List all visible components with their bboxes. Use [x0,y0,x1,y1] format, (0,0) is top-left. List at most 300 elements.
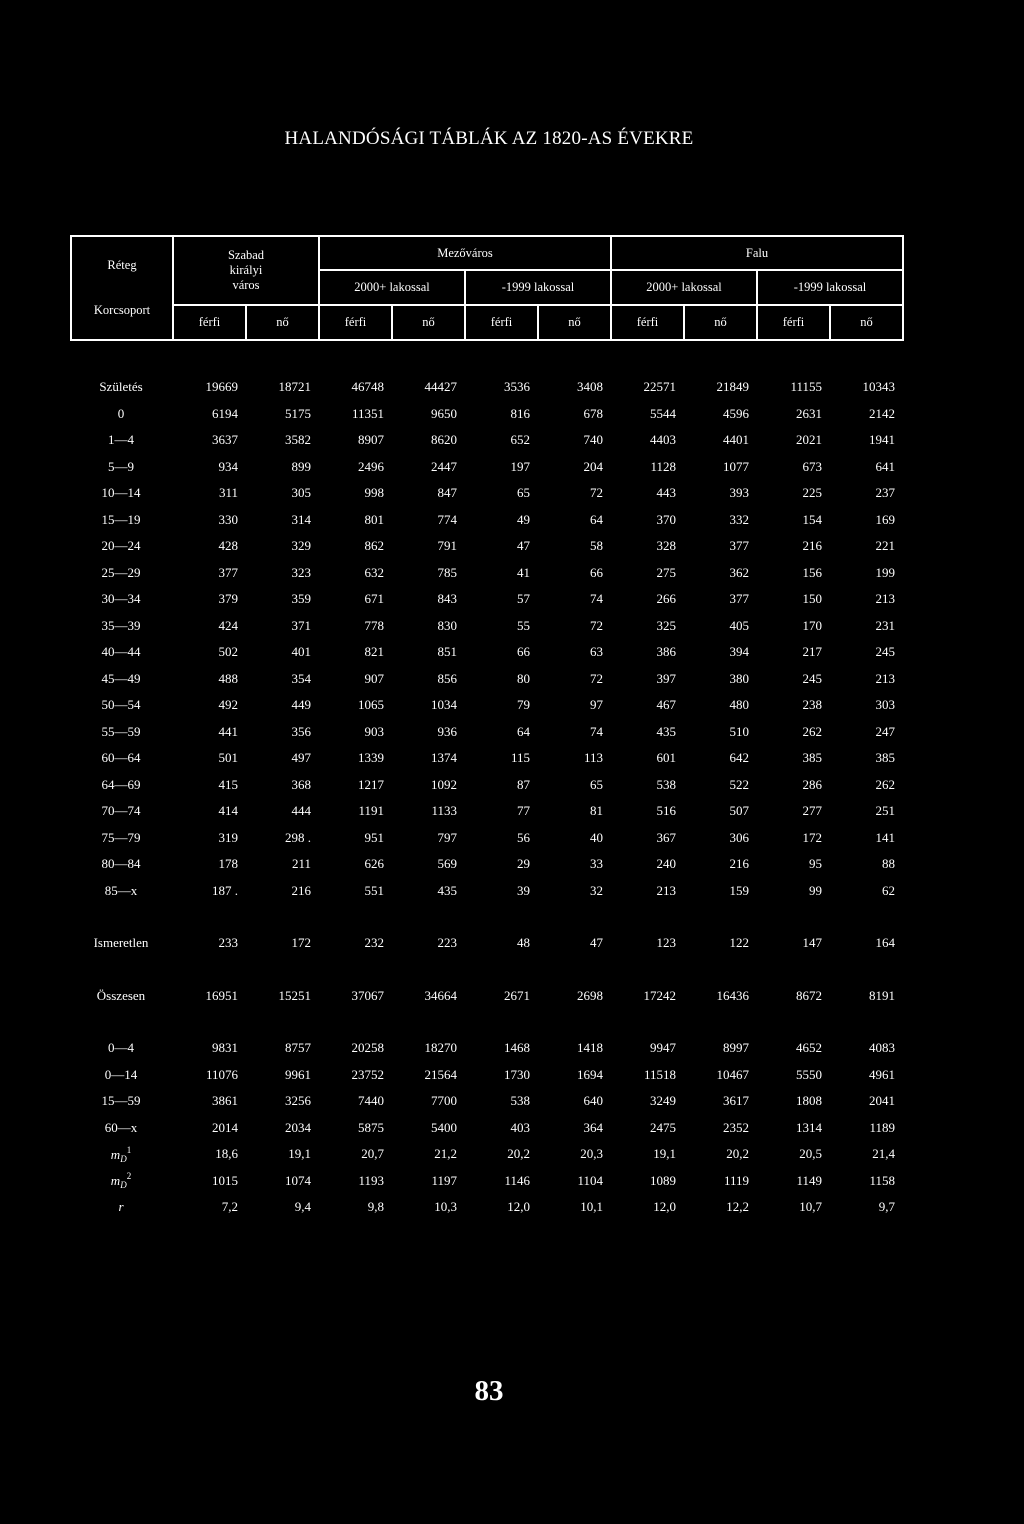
row-label-ismeretlen: Ismeretlen [93,935,149,951]
table-cell: 20,2 [507,1146,530,1162]
table-cell: 467 [656,697,676,713]
table-row [70,507,902,534]
header-reteg-korcsoport [71,236,173,340]
table-cell: 64 [590,511,603,527]
row-label-osszesen: Összesen [96,987,146,1003]
row-label-age-group: 60—64 [101,750,141,766]
table-cell: 141 [875,829,895,845]
table-cell: 1077 [723,458,749,474]
table-cell: 11518 [643,1066,676,1082]
table-cell: 1146 [504,1172,530,1188]
table-cell: 199 [875,564,895,580]
table-cell: 12,2 [726,1199,749,1215]
table-cell: 2447 [431,458,457,474]
table-cell: 286 [802,776,822,792]
table-cell: 1119 [723,1172,749,1188]
table-cell: 245 [875,644,895,660]
table-cell: 778 [364,617,384,633]
table-cell: 785 [437,564,457,580]
table-row [70,1088,902,1115]
table-cell: 9650 [431,405,457,421]
table-cell: 1158 [869,1172,895,1188]
table-cell: 44427 [424,379,457,395]
table-cell: 393 [729,485,749,501]
header-mezovaros: Mezőváros [319,236,611,270]
table-cell: 21,2 [434,1146,457,1162]
stat-superscript: 2 [126,1171,132,1182]
table-cell: 642 [729,750,749,766]
table-cell: 415 [218,776,238,792]
header-falu-2000: 2000+ lakossal [611,270,757,305]
row-label-summary: 0—4 [108,1040,134,1056]
table-cell: 370 [656,511,676,527]
table-row [70,454,902,481]
table-cell: 1133 [431,803,457,819]
table-row [70,639,902,666]
table-cell: 501 [218,750,238,766]
table-cell: 797 [437,829,457,845]
table-cell: 2496 [358,458,384,474]
table-cell: 8757 [285,1040,311,1056]
table-row [70,1141,902,1168]
header-ferfi: férfi [319,305,392,340]
table-cell: 20,2 [726,1146,749,1162]
table-cell: 49 [517,511,530,527]
table-row [70,533,902,560]
table-cell: 830 [437,617,457,633]
table-row [70,851,902,878]
table-cell: 277 [802,803,822,819]
table-cell: 538 [510,1093,530,1109]
row-label-age-group: 70—74 [101,803,141,819]
table-cell: 21849 [716,379,749,395]
table-cell: 57 [517,591,530,607]
table-cell: 516 [656,803,676,819]
header-no: nő [684,305,757,340]
table-cell: 4652 [796,1040,822,1056]
row-label-age-group: 55—59 [101,723,141,739]
table-cell: 16436 [716,987,749,1003]
table-cell: 4083 [869,1040,895,1056]
table-cell: 821 [364,644,384,660]
table-cell: 33 [590,856,603,872]
table-cell: 11076 [205,1066,238,1082]
table-cell: 405 [729,617,749,633]
table-cell: 251 [875,803,895,819]
header-ferfi: férfi [611,305,684,340]
table-cell: 40 [590,829,603,845]
table-row [70,1035,902,1062]
table-cell: 20258 [351,1040,384,1056]
page-title: HALANDÓSÁGI TÁBLÁK AZ 1820-AS ÉVEKRE [284,128,694,149]
table-cell: 1197 [431,1172,457,1188]
table-cell: 8997 [723,1040,749,1056]
table-cell: 2475 [650,1119,676,1135]
table-cell: 1730 [504,1066,530,1082]
table-cell: 11351 [351,405,384,421]
table-cell: 480 [729,697,749,713]
header-korcsoport: Korcsoport [93,303,151,317]
stat-symbol: m [110,1173,121,1189]
table-cell: 354 [291,670,311,686]
header-no: nő [392,305,465,340]
table-cell: 2021 [796,432,822,448]
table-cell: 2698 [577,987,603,1003]
row-label-age-group: 10—14 [101,485,141,501]
table-cell: 1941 [869,432,895,448]
table-cell: 306 [729,829,749,845]
table-cell: 403 [510,1119,530,1135]
table-cell: 156 [802,564,822,580]
table-cell: 907 [364,670,384,686]
table-cell: 18721 [278,379,311,395]
table-cell: 3256 [285,1093,311,1109]
header-no: nő [246,305,319,340]
row-label-age-group: 80—84 [101,856,141,872]
row-label-stat [70,1194,172,1221]
table-cell: 2671 [504,987,530,1003]
table-cell: 5550 [796,1066,822,1082]
table-cell: 488 [218,670,238,686]
table-cell: 56 [517,829,530,845]
table-cell: 47 [590,935,603,951]
table-cell: 385 [875,750,895,766]
table-cell: 435 [656,723,676,739]
table-cell: 414 [218,803,238,819]
table-row [70,745,902,772]
table-cell: 12,0 [507,1199,530,1215]
column-header-table [70,235,904,341]
table-row [70,878,902,905]
table-row [70,374,902,401]
table-cell: 3637 [212,432,238,448]
row-label-summary: 0—14 [104,1066,138,1082]
table-cell: 74 [590,723,603,739]
table-cell: 74 [590,591,603,607]
table-cell: 379 [218,591,238,607]
table-cell: 303 [875,697,895,713]
table-row [70,560,902,587]
table-cell: 262 [875,776,895,792]
table-row [70,586,902,613]
table-cell: 641 [875,458,895,474]
table-cell: 4961 [869,1066,895,1082]
table-cell: 1217 [358,776,384,792]
table-cell: 9947 [650,1040,676,1056]
table-cell: 380 [729,670,749,686]
table-cell: 32 [590,882,603,898]
table-cell: 449 [291,697,311,713]
table-cell: 22571 [643,379,676,395]
table-cell: 9,7 [878,1199,895,1215]
table-cell: 5400 [431,1119,457,1135]
table-cell: 37067 [351,987,384,1003]
table-row [70,480,902,507]
table-cell: 21,4 [872,1146,895,1162]
table-cell: 3582 [285,432,311,448]
table-cell: 19669 [205,379,238,395]
header-ferfi: férfi [757,305,830,340]
table-cell: 2014 [212,1119,238,1135]
table-cell: 225 [802,485,822,501]
table-cell: 20,5 [799,1146,822,1162]
table-cell: 328 [656,538,676,554]
table-cell: 1189 [869,1119,895,1135]
table-cell: 362 [729,564,749,580]
row-label-summary: 15—59 [101,1093,141,1109]
table-cell: 4401 [723,432,749,448]
table-cell: 9831 [212,1040,238,1056]
table-row [70,1194,902,1221]
table-cell: 385 [802,750,822,766]
table-cell: 332 [729,511,749,527]
table-cell: 843 [437,591,457,607]
table-cell: 816 [510,405,530,421]
table-cell: 213 [875,591,895,607]
table-cell: 502 [218,644,238,660]
table-cell: 510 [729,723,749,739]
table-cell: 72 [590,485,603,501]
table-cell: 1418 [577,1040,603,1056]
table-cell: 443 [656,485,676,501]
table-cell: 7440 [358,1093,384,1109]
table-cell: 601 [656,750,676,766]
row-label-age-group: Születés [99,379,143,395]
row-label-age-group: 30—34 [101,591,141,607]
table-cell: 3617 [723,1093,749,1109]
table-cell: 21564 [424,1066,457,1082]
table-cell: 428 [218,538,238,554]
table-cell: 492 [218,697,238,713]
table-cell: 10343 [862,379,895,395]
table-cell: 377 [729,591,749,607]
table-cell: 8620 [431,432,457,448]
table-cell: 5175 [285,405,311,421]
mortality-data-table [70,374,902,1221]
header-szabad: Szabad [227,248,265,262]
header-no: nő [830,305,903,340]
table-cell: 62 [882,882,895,898]
table-cell: 8191 [869,987,895,1003]
table-cell: 88 [882,856,895,872]
table-cell: 2631 [796,405,822,421]
table-cell: 325 [656,617,676,633]
table-cell: 851 [437,644,457,660]
table-cell: 367 [656,829,676,845]
header-ferfi: férfi [465,305,538,340]
table-cell: 46748 [351,379,384,395]
table-cell: 217 [802,644,822,660]
table-cell: 507 [729,803,749,819]
table-cell: 237 [875,485,895,501]
table-cell: 15251 [278,987,311,1003]
table-cell: 204 [583,458,603,474]
row-label-age-group: 25—29 [101,564,141,580]
table-cell: 1193 [358,1172,384,1188]
table-cell: 18270 [424,1040,457,1056]
table-cell: 359 [291,591,311,607]
table-cell: 231 [875,617,895,633]
table-cell: 386 [656,644,676,660]
table-cell: 150 [802,591,822,607]
table-cell: 47 [517,538,530,554]
header-ferfi: férfi [173,305,246,340]
table-cell: 364 [583,1119,603,1135]
header-szabad-kiralyi-varos [173,236,319,305]
table-cell: 58 [590,538,603,554]
table-cell: 640 [583,1093,603,1109]
table-cell: 444 [291,803,311,819]
row-label-summary: 60—x [104,1119,138,1135]
table-cell: 16951 [205,987,238,1003]
table-cell: 1015 [212,1172,238,1188]
row-label-age-group: 85—x [104,882,138,898]
table-cell: 66 [590,564,603,580]
table-cell: 1468 [504,1040,530,1056]
table-cell: 18,6 [215,1146,238,1162]
table-cell: 66 [517,644,530,660]
table-cell: 9961 [285,1066,311,1082]
table-cell: 1808 [796,1093,822,1109]
stat-superscript: 1 [126,1144,132,1155]
table-cell: 311 [218,485,238,501]
table-cell: 247 [875,723,895,739]
table-cell: 159 [729,882,749,898]
header-kiralyi: királyi [229,263,263,277]
stat-symbol: r [118,1199,124,1215]
table-row [70,613,902,640]
row-label-age-group: 35—39 [101,617,141,633]
table-cell: 187 . [212,882,238,898]
table-row [70,1115,902,1142]
table-cell: 232 [364,935,384,951]
table-cell: 5875 [358,1119,384,1135]
table-cell: 397 [656,670,676,686]
table-cell: 213 [656,882,676,898]
table-cell: 2352 [723,1119,749,1135]
table-cell: 154 [802,511,822,527]
table-row [70,772,902,799]
table-cell: 3536 [504,379,530,395]
table-cell: 801 [364,511,384,527]
table-cell: 81 [590,803,603,819]
table-cell: 899 [291,458,311,474]
table-cell: 97 [590,697,603,713]
table-cell: 1065 [358,697,384,713]
table-cell: 172 [291,935,311,951]
table-cell: 377 [729,538,749,554]
table-cell: 39 [517,882,530,898]
table-cell: 10,7 [799,1199,822,1215]
table-cell: 10,1 [580,1199,603,1215]
row-label-age-group: 0 [117,405,125,421]
table-cell: 80 [517,670,530,686]
table-row [70,666,902,693]
table-cell: 233 [218,935,238,951]
table-cell: 652 [510,432,530,448]
table-cell: 216 [291,882,311,898]
table-cell: 9,8 [367,1199,384,1215]
table-cell: 903 [364,723,384,739]
table-cell: 435 [437,882,457,898]
table-cell: 1074 [285,1172,311,1188]
table-cell: 79 [517,697,530,713]
table-cell: 64 [517,723,530,739]
table-cell: 95 [809,856,822,872]
table-cell: 216 [729,856,749,872]
row-label-age-group: 45—49 [101,670,141,686]
table-row [70,825,902,852]
table-cell: 19,1 [653,1146,676,1162]
table-cell: 240 [656,856,676,872]
table-cell: 211 [291,856,311,872]
table-cell: 147 [802,935,822,951]
table-cell: 17242 [643,987,676,1003]
table-cell: 305 [291,485,311,501]
table-cell: 951 [364,829,384,845]
table-cell: 2034 [285,1119,311,1135]
row-label-stat [70,1141,172,1168]
table-cell: 213 [875,670,895,686]
table-cell: 497 [291,750,311,766]
table-cell: 164 [875,935,895,951]
table-cell: 847 [437,485,457,501]
table-row [70,1062,902,1089]
table-cell: 197 [510,458,530,474]
table-cell: 8672 [796,987,822,1003]
table-cell: 1092 [431,776,457,792]
table-cell: 551 [364,882,384,898]
row-label-age-group: 40—44 [101,644,141,660]
header-reteg: Réteg [107,258,137,272]
table-cell: 441 [218,723,238,739]
table-cell: 371 [291,617,311,633]
table-cell: 245 [802,670,822,686]
stat-subscript: D [120,1153,127,1164]
table-row [70,983,902,1010]
table-cell: 34664 [424,987,457,1003]
table-cell: 55 [517,617,530,633]
table-cell: 323 [291,564,311,580]
table-cell: 4596 [723,405,749,421]
table-cell: 569 [437,856,457,872]
table-cell: 20,7 [361,1146,384,1162]
table-cell: 1089 [650,1172,676,1188]
row-label-age-group: 1—4 [108,432,134,448]
table-cell: 99 [809,882,822,898]
table-cell: 10,3 [434,1199,457,1215]
table-cell: 998 [364,485,384,501]
table-cell: 262 [802,723,822,739]
header-no: nő [538,305,611,340]
row-label-age-group: 75—79 [101,829,141,845]
table-cell: 740 [583,432,603,448]
table-cell: 368 [291,776,311,792]
header-mezovaros-2000: 2000+ lakossal [319,270,465,305]
table-cell: 329 [291,538,311,554]
table-cell: 5544 [650,405,676,421]
table-cell: 122 [729,935,749,951]
table-cell: 77 [517,803,530,819]
table-cell: 65 [590,776,603,792]
table-cell: 862 [364,538,384,554]
table-cell: 7700 [431,1093,457,1109]
table-cell: 123 [656,935,676,951]
table-cell: 29 [517,856,530,872]
row-label-stat [70,1168,172,1195]
table-cell: 1128 [650,458,676,474]
table-cell: 1149 [796,1172,822,1188]
